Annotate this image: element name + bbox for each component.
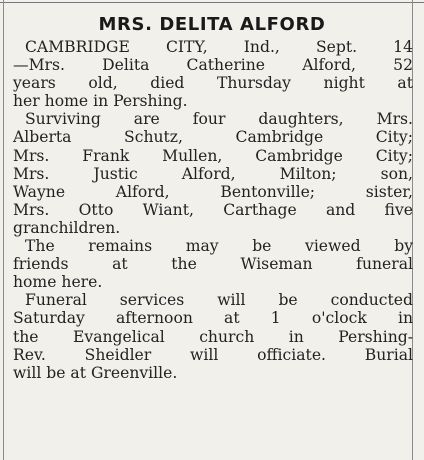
text-line: home here. bbox=[13, 273, 103, 292]
text-line: will be at Greenville. bbox=[13, 363, 178, 382]
text-line: years old, died Thursday night at bbox=[13, 74, 413, 93]
text-line: CAMBRIDGE CITY, Ind., Sept. 14 bbox=[25, 38, 413, 56]
text-line: Surviving are four daughters, Mrs. bbox=[25, 110, 413, 129]
text-line: friends at the Wiseman funeral bbox=[13, 255, 413, 274]
obituary-headline: MRS. DELITA ALFORD bbox=[98, 14, 326, 35]
top-column-rule bbox=[0, 2, 424, 3]
text-line: Mrs. Frank Mullen, Cambridge City; bbox=[13, 146, 413, 165]
obituary-body bbox=[13, 38, 413, 382]
text-line: Saturday afternoon at 1 o'clock in bbox=[13, 309, 413, 328]
left-column-rule bbox=[3, 0, 4, 460]
text-line: Mrs. Otto Wiant, Carthage and five bbox=[13, 200, 413, 219]
text-line: granchildren. bbox=[13, 218, 121, 237]
text-line: —Mrs. Delita Catherine Alford, 52 bbox=[13, 56, 413, 75]
text-line: The remains may be viewed by bbox=[25, 237, 413, 256]
text-line: Alberta Schutz, Cambridge City; bbox=[13, 128, 413, 147]
text-line: her home in Pershing. bbox=[13, 92, 188, 111]
text-line: Funeral services will be conducted bbox=[25, 291, 413, 310]
text-line: the Evangelical church in Pershing- bbox=[13, 327, 413, 346]
text-line: Mrs. Justic Alford, Milton; son, bbox=[13, 164, 413, 183]
text-line: Rev. Sheidler will officiate. Burial bbox=[13, 345, 413, 364]
text-line: Wayne Alford, Bentonville; sister, bbox=[13, 182, 413, 201]
